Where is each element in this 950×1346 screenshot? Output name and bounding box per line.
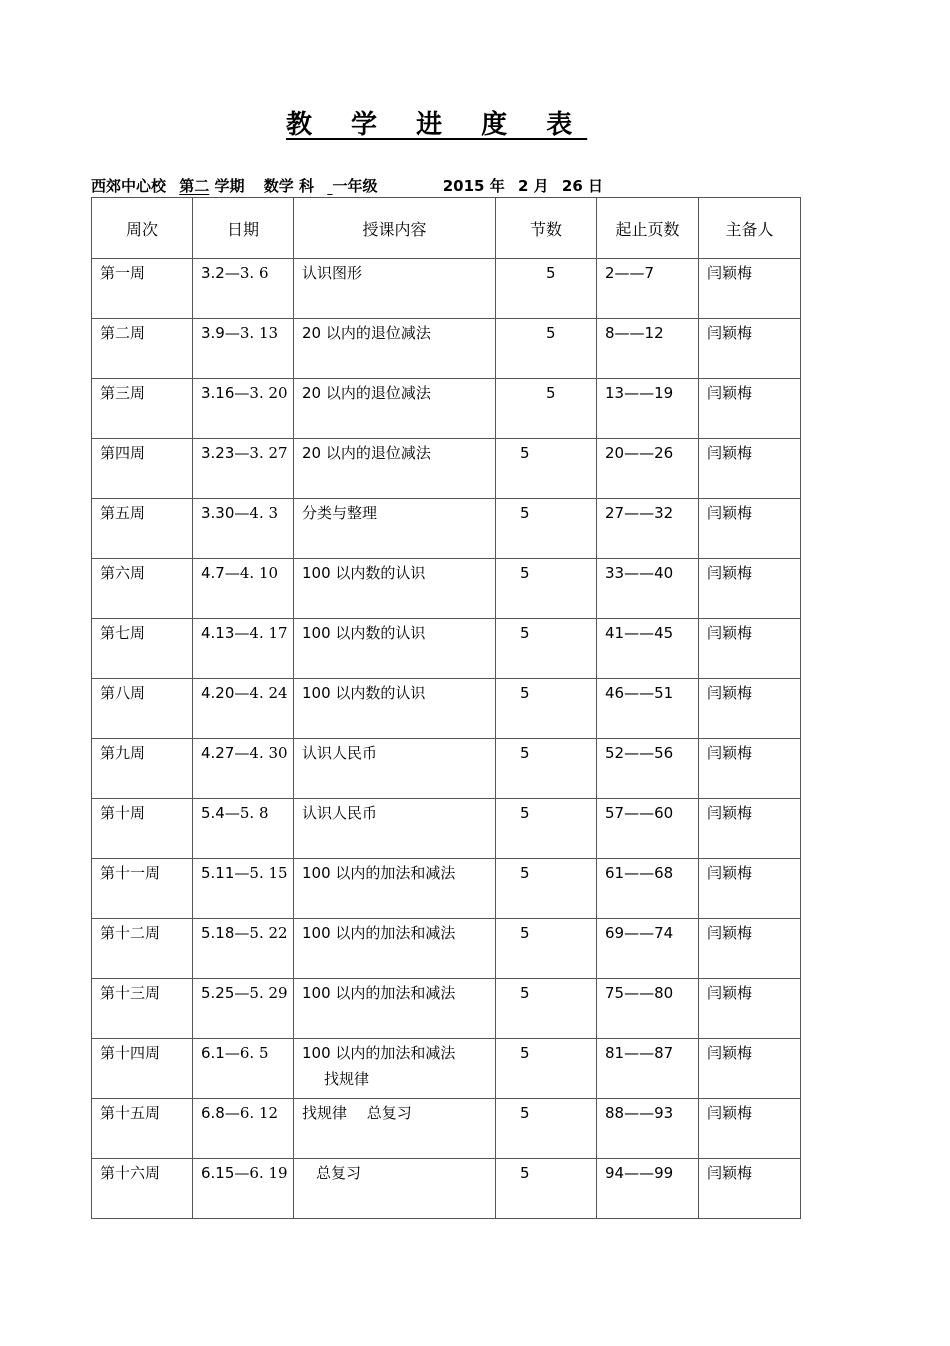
content-text: 100 以内数的认识 [302, 624, 426, 642]
content-text: 100 以内的加法和减法 [302, 924, 456, 942]
table-row [92, 619, 801, 679]
page-title: 教 学 进 度 表 [286, 110, 588, 140]
week-cell: 第十二周 [92, 919, 193, 979]
content-text: 100 以内数的认识 [302, 684, 426, 702]
date-start: 4.7 [201, 564, 225, 582]
week-cell: 第十四周 [92, 1039, 193, 1099]
table-row [92, 859, 801, 919]
week-cell: 第八周 [92, 679, 193, 739]
content-text: 找规律 总复习 [302, 1104, 412, 1122]
month-value: 2 [517, 177, 529, 195]
preparer-cell: 闫颖梅 [699, 979, 801, 1039]
date-start: 4.20 [201, 684, 235, 702]
schedule-table [91, 197, 801, 1219]
lessons-cell: 5 [496, 559, 597, 619]
column-header-lessons: 节数 [496, 198, 597, 259]
lessons-cell: 5 [496, 1159, 597, 1219]
date-cell [193, 979, 294, 1039]
date-start: 6.1 [201, 1044, 225, 1062]
preparer-cell: 闫颖梅 [699, 1159, 801, 1219]
content-text: 分类与整理 [302, 504, 378, 522]
date-cell [193, 739, 294, 799]
date-start: 4.13 [201, 624, 235, 642]
date-cell [193, 1159, 294, 1219]
semester-label: 学期 [214, 177, 245, 195]
grade-label: 年级 [347, 177, 378, 195]
school-name: 西郊中心校 [91, 177, 167, 195]
content-text: 20 以内的退位减法 [302, 324, 431, 342]
lessons-cell: 5 [496, 859, 597, 919]
preparer-cell: 闫颖梅 [699, 799, 801, 859]
preparer-cell: 闫颖梅 [699, 619, 801, 679]
grade-value: 一 [332, 177, 348, 195]
pages-cell: 46——51 [597, 679, 699, 739]
content-text-extra: 找规律 [324, 1070, 370, 1088]
table-row [92, 319, 801, 379]
column-header-content: 授课内容 [294, 198, 496, 259]
preparer-cell: 闫颖梅 [699, 319, 801, 379]
date-end: —4. 10 [224, 564, 279, 582]
date-start: 3.9 [201, 324, 225, 342]
preparer-cell: 闫颖梅 [699, 559, 801, 619]
date-start: 6.15 [201, 1164, 235, 1182]
content-cell [294, 979, 496, 1039]
pages-cell: 94——99 [597, 1159, 699, 1219]
pages-cell: 27——32 [597, 499, 699, 559]
date-cell [193, 499, 294, 559]
content-cell [294, 679, 496, 739]
table-row [92, 679, 801, 739]
lessons-cell: 5 [496, 739, 597, 799]
table-row [92, 439, 801, 499]
date-start: 5.25 [201, 984, 235, 1002]
preparer-cell: 闫颖梅 [699, 859, 801, 919]
date-cell [193, 559, 294, 619]
year-value: 2015 [442, 177, 485, 195]
column-header-week: 周次 [92, 198, 193, 259]
content-text: 认识图形 [302, 264, 363, 282]
week-cell: 第一周 [92, 259, 193, 319]
date-end: —5. 8 [224, 804, 269, 822]
preparer-cell: 闫颖梅 [699, 499, 801, 559]
date-start: 3.30 [201, 504, 235, 522]
content-cell [294, 1039, 496, 1099]
content-cell [294, 439, 496, 499]
date-end: —3. 27 [234, 444, 288, 462]
pages-cell: 2——7 [597, 259, 699, 319]
content-cell [294, 739, 496, 799]
lessons-cell: 5 [496, 1099, 597, 1159]
content-cell [294, 919, 496, 979]
table-row [92, 259, 801, 319]
table-header-row [92, 198, 801, 259]
pages-cell: 13——19 [597, 379, 699, 439]
date-start: 6.8 [201, 1104, 225, 1122]
document-header [91, 175, 603, 196]
date-start: 3.2 [201, 264, 225, 282]
content-text: 认识人民币 [302, 804, 378, 822]
pages-cell: 75——80 [597, 979, 699, 1039]
date-cell [193, 799, 294, 859]
date-cell [193, 259, 294, 319]
lessons-cell: 5 [496, 499, 597, 559]
table-row [92, 499, 801, 559]
preparer-cell: 闫颖梅 [699, 679, 801, 739]
date-end: —4. 17 [234, 624, 288, 642]
date-end: —6. 19 [234, 1164, 288, 1182]
date-cell [193, 679, 294, 739]
week-cell: 第十周 [92, 799, 193, 859]
pages-cell: 41——45 [597, 619, 699, 679]
table-row [92, 799, 801, 859]
date-start: 5.11 [201, 864, 235, 882]
lessons-cell: 5 [496, 679, 597, 739]
preparer-cell: 闫颖梅 [699, 1039, 801, 1099]
content-cell [294, 619, 496, 679]
column-header-pages: 起止页数 [597, 198, 699, 259]
year-label: 年 [489, 177, 505, 195]
date-end: —5. 29 [234, 984, 288, 1002]
table-row [92, 559, 801, 619]
week-cell: 第四周 [92, 439, 193, 499]
content-cell [294, 859, 496, 919]
lessons-cell: 5 [496, 259, 597, 319]
pages-cell: 57——60 [597, 799, 699, 859]
pages-cell: 33——40 [597, 559, 699, 619]
pages-cell: 88——93 [597, 1099, 699, 1159]
pages-cell: 20——26 [597, 439, 699, 499]
content-text: 100 以内的加法和减法 [302, 984, 456, 1002]
pages-cell: 69——74 [597, 919, 699, 979]
date-start: 5.4 [201, 804, 225, 822]
semester-value: 第二 [179, 177, 210, 195]
column-header-date: 日期 [193, 198, 294, 259]
content-text: 100 以内数的认识 [302, 564, 426, 582]
subject-label: 科 [299, 177, 315, 195]
table-row [92, 1099, 801, 1159]
week-cell: 第十一周 [92, 859, 193, 919]
lessons-cell: 5 [496, 1039, 597, 1099]
content-text: 20 以内的退位减法 [302, 444, 431, 462]
preparer-cell: 闫颖梅 [699, 739, 801, 799]
date-end: —3. 20 [234, 384, 288, 402]
lessons-cell: 5 [496, 919, 597, 979]
lessons-cell: 5 [496, 619, 597, 679]
table-row [92, 1159, 801, 1219]
date-end: —3. 13 [224, 324, 279, 342]
week-cell: 第十五周 [92, 1099, 193, 1159]
table-row [92, 739, 801, 799]
table-row [92, 979, 801, 1039]
date-cell [193, 379, 294, 439]
lessons-cell: 5 [496, 319, 597, 379]
content-text: 100 以内的加法和减法 [302, 1044, 456, 1062]
table-row [92, 1039, 801, 1099]
date-cell [193, 619, 294, 679]
content-text: 20 以内的退位减法 [302, 384, 431, 402]
week-cell: 第十三周 [92, 979, 193, 1039]
day-label: 日 [588, 177, 604, 195]
week-cell: 第十六周 [92, 1159, 193, 1219]
content-cell [294, 499, 496, 559]
content-cell [294, 379, 496, 439]
content-text: 总复习 [316, 1164, 362, 1182]
date-cell [193, 919, 294, 979]
preparer-cell: 闫颖梅 [699, 379, 801, 439]
preparer-cell: 闫颖梅 [699, 919, 801, 979]
content-cell [294, 1099, 496, 1159]
date-end: —6. 12 [224, 1104, 279, 1122]
date-end: —4. 24 [234, 684, 288, 702]
week-cell: 第七周 [92, 619, 193, 679]
content-cell [294, 1159, 496, 1219]
pages-cell: 81——87 [597, 1039, 699, 1099]
pages-cell: 61——68 [597, 859, 699, 919]
lessons-cell: 5 [496, 979, 597, 1039]
date-start: 3.16 [201, 384, 235, 402]
month-label: 月 [533, 177, 549, 195]
table-row [92, 379, 801, 439]
date-cell [193, 319, 294, 379]
lessons-cell: 5 [496, 379, 597, 439]
date-start: 5.18 [201, 924, 235, 942]
week-cell: 第二周 [92, 319, 193, 379]
content-text: 认识人民币 [302, 744, 378, 762]
date-end: —4. 3 [234, 504, 279, 522]
date-end: —5. 15 [234, 864, 288, 882]
week-cell: 第九周 [92, 739, 193, 799]
date-start: 3.23 [201, 444, 235, 462]
date-end: —5. 22 [234, 924, 288, 942]
date-end: —6. 5 [224, 1044, 269, 1062]
date-start: 4.27 [201, 744, 235, 762]
day-value: 26 [561, 177, 583, 195]
date-cell [193, 439, 294, 499]
week-cell: 第五周 [92, 499, 193, 559]
content-text: 100 以内的加法和减法 [302, 864, 456, 882]
pages-cell: 8——12 [597, 319, 699, 379]
subject-name: 数学 [263, 177, 294, 195]
content-cell [294, 799, 496, 859]
preparer-cell: 闫颖梅 [699, 1099, 801, 1159]
week-cell: 第六周 [92, 559, 193, 619]
lessons-cell: 5 [496, 799, 597, 859]
lessons-cell: 5 [496, 439, 597, 499]
week-cell: 第三周 [92, 379, 193, 439]
date-end: —3. 6 [224, 264, 269, 282]
date-cell [193, 1039, 294, 1099]
content-cell [294, 319, 496, 379]
content-cell [294, 259, 496, 319]
date-cell [193, 1099, 294, 1159]
date-end: —4. 30 [234, 744, 288, 762]
preparer-cell: 闫颖梅 [699, 259, 801, 319]
table-row [92, 919, 801, 979]
content-cell [294, 559, 496, 619]
column-header-preparer: 主备人 [699, 198, 801, 259]
pages-cell: 52——56 [597, 739, 699, 799]
date-cell [193, 859, 294, 919]
preparer-cell: 闫颖梅 [699, 439, 801, 499]
